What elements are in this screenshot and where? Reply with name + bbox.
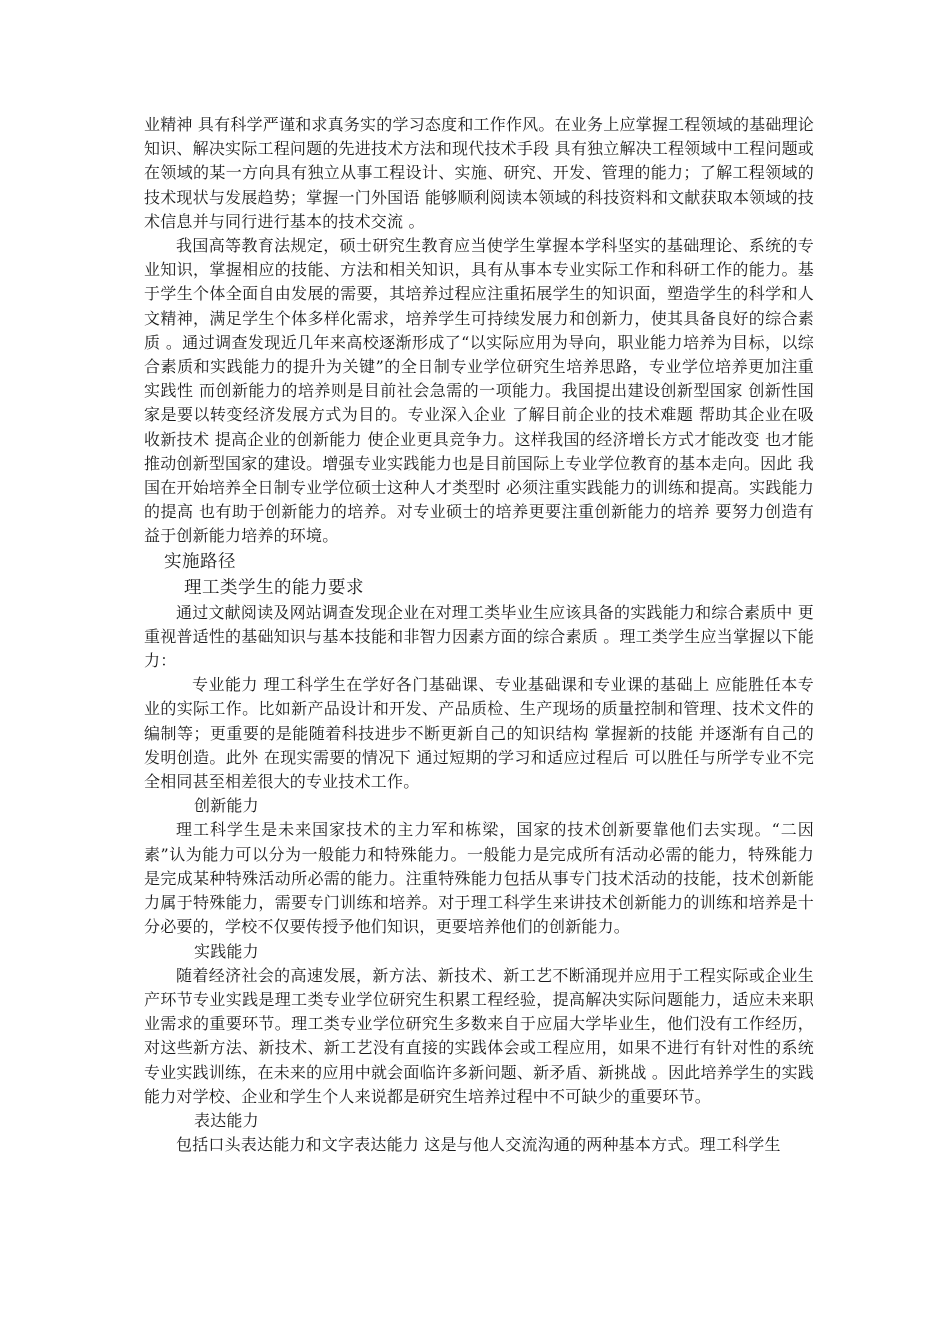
paragraph-higher-education-law: 我国高等教育法规定，硕士研究生教育应当使学生掌握本学科坚实的基础理论、系统的专业知识，掌握相应的技能、方法和相关知识，具有从事本专业实际工作和科研工作的能力。基于学生个体全面自由发展的需要，其培养过程应注重拓展学生的知识面，塑造学生的科学和人文精神，满足学生个体多样化需求，培养学生可持续发展力和创新力，使其具备良好的综合素质 。通过调查发现近几年来高校逐渐形成了“以实际应用为导向，职业能力培养为目标，以综合素质和实践能力的提升为关键”的全日制专业学位研究生培养思路，专业学位培养更加注重实践性 而创新能力的培养则是目前社会急需的一项能力。我国提出建设创新型国家 创新性国家是要以转变经济发展方式为目的。专业深入企业 了解目前企业的技术难题 帮助其企业在吸收新技术 提高企业的创新能力 使企业更具竞争力。这样我国的经济增长方式才能改变 也才能推动创新型国家的建设。增强专业实践能力也是目前国际上专业学位教育的基本走向。因此 我国在开始培养全日制专业学位硕士这种人才类型时 必须注重实践能力的训练和提高。实践能力的提高 也有助于创新能力的培养。对专业硕士的培养更要注重创新能力的培养 要努力创造有益于创新能力培养的环境。: [144, 236, 814, 546]
document-page: [144, 113, 814, 1157]
paragraph-expression-ability: 包括口头表达能力和文字表达能力 这是与他人交流沟通的两种基本方式。理工科学生: [176, 1135, 781, 1155]
section-heading-implementation-path: 实施路径: [164, 551, 236, 572]
paragraph-innovation-ability: 理工科学生是未来国家技术的主力军和栋梁，国家的技术创新要靠他们去实现。“二因素”认为能力可以分为一般能力和特殊能力。一般能力是完成所有活动必需的能力，特殊能力是完成某种特殊活动所必需的能力。注重特殊能力包括从事专门技术活动的技能，技术创新能力属于特殊能力，需要专门训练和培养。对于理工科学生来讲技术创新能力的训练和培养是十分必要的，学校不仅要传授予他们知识，更要培养他们的创新能力。: [144, 820, 814, 937]
paragraph-ability-survey: 通过文献阅读及网站调查发现企业在对理工类毕业生应该具备的实践能力和综合素质中 更重视普适性的基础知识与基本技能和非智力因素方面的综合素质 。理工类学生应当掌握以下能力：: [144, 602, 814, 671]
heading-innovation-ability: 创新能力: [194, 796, 259, 816]
heading-practice-ability: 实践能力: [194, 941, 259, 961]
paragraph-professional-spirit: 业精神 具有科学严谨和求真务实的学习态度和工作作风。在业务上应掌握工程领域的基础理论知识、解决实际工程问题的先进技术方法和现代技术手段 具有独立解决工程领域中工程问题或在领域的某一方向具有独立从事工程设计、实施、研究、开发、管理的能力；了解工程领域的技术现状与发展趋势；掌握一门外国语 能够顺利阅读本领域的科技资料和文献获取本领域的技术信息并与同行进行基本的技术交流 。: [144, 115, 814, 231]
subsection-heading-ability-requirements: 理工类学生的能力要求: [184, 577, 364, 598]
heading-expression-ability: 表达能力: [194, 1110, 259, 1130]
paragraph-practice-ability: 随着经济社会的高速发展，新方法、新技术、新工艺不断涌现并应用于工程实际或企业生产环节专业实践是理工类专业学位研究生积累工程经验，提高解决实际问题能力，适应未来职业需求的重要环节。理工类专业学位研究生多数来自于应届大学毕业生，他们没有工作经历，对这些新方法、新技术、新工艺没有直接的实践体会或工程应用，如果不进行有针对性的系统专业实践训练，在未来的应用中就会面临许多新问题、新矛盾、新挑战 。因此培养学生的实践能力对学校、企业和学生个人来说都是研究生培养过程中不可缺少的重要环节。: [144, 965, 814, 1106]
paragraph-professional-ability: 专业能力 理工科学生在学好各门基础课、专业基础课和专业课的基础上 应能胜任本专业的实际工作。比如新产品设计和开发、产品质检、生产现场的质量控制和管理、技术文件的编制等；更重要的是能随着科技进步不断更新自己的知识结构 掌握新的技能 并逐渐有自己的发明创造。此外 在现实需要的情况下 通过短期的学习和适应过程后 可以胜任与所学专业不完全相同甚至相差很大的专业技术工作。: [144, 675, 814, 792]
